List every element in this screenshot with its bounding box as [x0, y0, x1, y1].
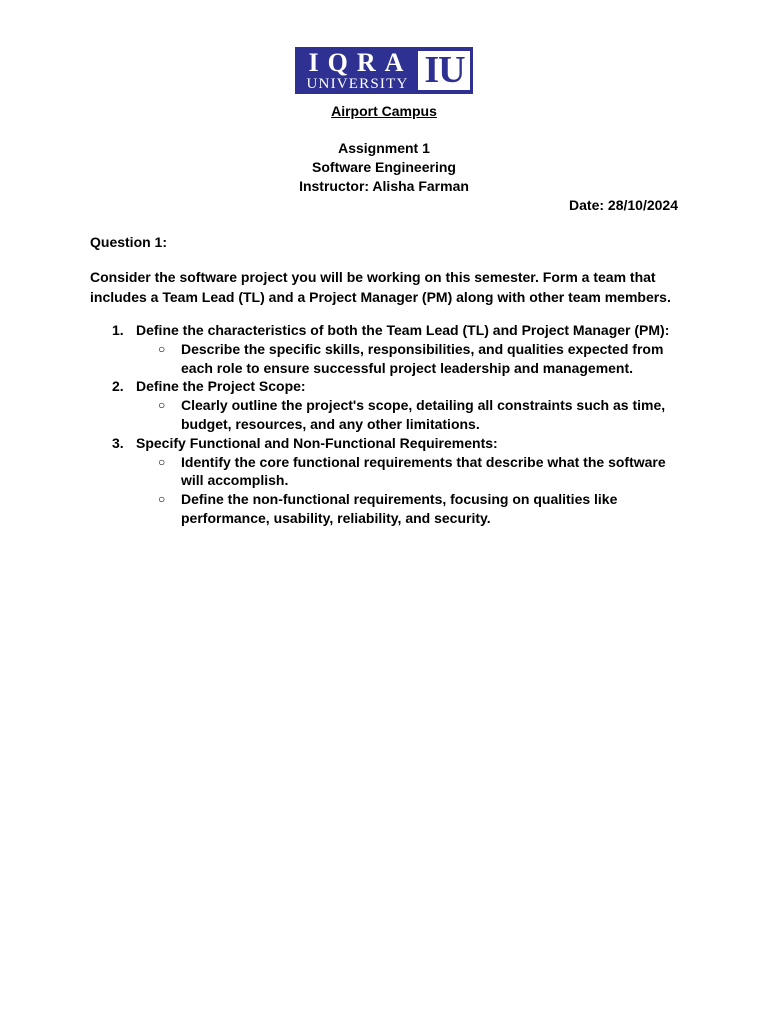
list-item-text: Specify Functional and Non-Functional Requirements: [136, 434, 498, 451]
logo-wordmark [297, 49, 418, 92]
iqra-university-logo [295, 47, 473, 94]
sub-list-item [0, 490, 671, 528]
list-item-number: 2. [112, 378, 124, 395]
question-intro: Consider the software project you will be working on this semester. Form a team that includes a Team Lead (TL) and a Project Manager (PM) along with other team members. [90, 269, 671, 305]
hollow-bullet-icon: ○ [158, 398, 166, 413]
hollow-bullet-icon: ○ [158, 454, 166, 469]
logo-top-text: IQRA [308, 48, 413, 77]
list-item-text: Define the Project Scope: [136, 378, 306, 395]
hollow-bullet-icon: ○ [158, 341, 166, 356]
assignment-title: Assignment 1 [338, 140, 430, 156]
sub-list-item [0, 340, 671, 378]
sub-list-item-text: Describe the specific skills, responsibilities, and qualities expected from each role to ensure successful project leadership and management. [181, 340, 664, 376]
assignment-date: Date: 28/10/2024 [569, 197, 678, 213]
sub-list-item-text: Define the non-functional requirements, focusing on qualities like performance, usability, reliability, and security. [181, 491, 618, 526]
logo-mark: IU [424, 49, 465, 91]
sub-list-item [0, 453, 671, 491]
logo-bottom-text: UNIVERSITY [306, 76, 409, 92]
list-item [0, 434, 768, 453]
list-item-text: Define the characteristics of both the Team Lead (TL) and Project Manager (PM): [136, 322, 670, 338]
list-item-number: 1. [112, 322, 124, 338]
list-item-number: 3. [112, 434, 124, 451]
hollow-bullet-icon: ○ [158, 492, 166, 507]
instructor-name: Instructor: Alisha Farman [299, 178, 469, 194]
sub-list-item-text: Clearly outline the project's scope, detailing all constraints such as time, budget, resources, and any other limitations. [181, 397, 666, 432]
list-item [0, 321, 768, 340]
sub-list-item [0, 396, 671, 434]
question-list [0, 321, 768, 528]
list-item [0, 377, 768, 396]
question-title: Question 1: [90, 234, 168, 250]
course-name: Software Engineering [312, 159, 456, 175]
logo-mark-box [418, 51, 470, 90]
campus-name: Airport Campus [331, 103, 437, 119]
sub-list-item-text: Identify the core functional requirements that describe what the software will accomplish. [181, 453, 666, 489]
